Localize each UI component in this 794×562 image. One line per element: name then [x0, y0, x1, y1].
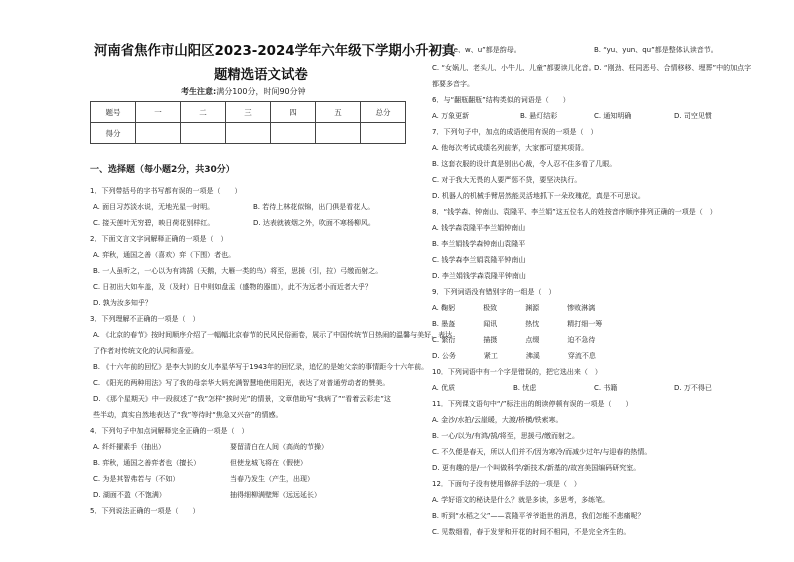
score-cell: 得分: [91, 123, 136, 144]
question-line: C. 钱学森李兰娟袁隆平钟南山: [432, 256, 526, 264]
notice-label: 考生注意:: [181, 87, 217, 96]
score-table-header-row: [91, 102, 406, 123]
exam-title-line2: 题精选语文试卷: [214, 68, 308, 83]
score-cell: 一: [136, 102, 181, 123]
question-line: B. “yu、yun、qu”都是整体认读音节。: [594, 46, 718, 54]
question-line: A. 纤纤擢素手（抽出）: [93, 443, 166, 451]
question-line: 抽得细柳满壁辉（远远延长）: [230, 491, 321, 499]
question-line: D. 司空见惯: [674, 112, 712, 120]
question-line: 当春乃发生（产生，出现）: [230, 475, 314, 483]
question-line: C. 见数细看，春于发芽和开花的时间不相同，不是完全齐生的。: [432, 528, 631, 536]
question-line: B. 一人虽听之，一心以为有鸿鹄（天鹅，大雁一类的鸟）将至，思援（引，拉）弓缴而射之。: [93, 267, 383, 275]
question-line: A. 钱学森袁隆平李兰娟钟南山: [432, 224, 526, 232]
question-line: C. 《阳光的两种用法》写了我的母亲华大妈充满智慧地使用阳光，表达了对普通劳动者的赞美。: [93, 379, 390, 387]
question-line: 6．与“翻瓶翻瓶”结构类似的词语是（ ）: [432, 96, 570, 104]
score-cell: 五: [316, 102, 361, 123]
question-line: 9．下列词语没有错别字的一组是（ ）: [432, 288, 556, 296]
question-line: D. 孰为汝多知乎？: [93, 299, 152, 307]
score-cell: 二: [181, 102, 226, 123]
question-line: B. 悬灯结彩: [520, 112, 558, 120]
question-line: 11．下列课文语句中“/”标注出的朗读停顿有误的一项是（ ）: [432, 400, 633, 408]
question-line: C. 对于我大无畏的人要严惩不贷，要坚决执行。: [432, 176, 582, 184]
question-line: 1．下列带括号的字书写都有误的一项是（ ）: [90, 187, 242, 195]
question-line: B. 这套衣服的设计真是别出心裁，令人忍不住多看了几眼。: [432, 160, 617, 168]
score-cell: [136, 123, 181, 144]
question-line: D. 更有趣的是/一个叫做科学/新技术/新基的/故宫美国编码研究室。: [432, 464, 641, 472]
score-cell: [181, 123, 226, 144]
score-cell: [316, 123, 361, 144]
score-cell: 题号: [91, 102, 136, 123]
question-line: 了作者对传统文化的认同和喜爱。: [93, 347, 198, 355]
question-line: 2．下面文言文字词解释正确的一项是（ ）: [90, 235, 228, 243]
section-heading: 一、选择题（每小题2分，共30分）: [90, 165, 235, 175]
question-line: A. 鞠躬 极致 渊源 惨败淋漓: [432, 304, 596, 312]
score-table: [90, 101, 406, 144]
question-line: D. 万不得已: [674, 384, 712, 392]
question-line: 但使龙城飞将在（假使）: [230, 459, 307, 467]
question-line: A. 金沙/水拍/云崖暖，大渡/桥横/铁索寒。: [432, 416, 563, 424]
question-line: 要留清白在人间（高尚的节操）: [230, 443, 328, 451]
question-line: C. 通知明确: [594, 112, 632, 120]
question-line: B. 弈秋，通国之善弈者也（擅长）: [93, 459, 201, 467]
question-line: 5．下列说法正确的一项是（ ）: [90, 507, 200, 515]
exam-title-line1: 河南省焦作市山阳区2023-2024学年六年级下学期小升初真: [94, 44, 456, 59]
question-line: A. 优质: [432, 384, 456, 392]
question-line: 10．下列词语中有一个字是错误的，把它选出来（ ）: [432, 368, 602, 376]
question-line: 8．“钱学森、钟南山、袁隆平、李兰娟”这五位名人的姓按音序顺序排列正确的一项是（ ）: [432, 208, 717, 216]
question-line: A. 学好语文的秘诀是什么？就是多读，多思考，多练笔。: [432, 496, 610, 504]
score-cell: [226, 123, 271, 144]
score-table-score-row: [91, 123, 406, 144]
question-line: D. 公务 紧工 沸溪 穿流不息: [432, 352, 596, 360]
question-line: B. 《十六年前的回忆》是李大钊的女儿李星华写于1943年的回忆录，追忆的是她父亲的事情距今十六年前。: [93, 363, 429, 371]
score-cell: 三: [226, 102, 271, 123]
question-line: B. 听到“水稻之父”——袁隆平爷爷逝世的消息，我们怎能不悲痛呢？: [432, 512, 645, 520]
question-line: D. 《那个星期天》中一段叙述了“我”怎样“挨时光”的情景，文章借助写“我病了”“看着云彩走”这: [93, 395, 391, 403]
question-line: D. 达表就被烟之外，吹面不寒杨柳风。: [253, 219, 375, 227]
question-line: A. 弈秋，通国之善（喜欢）弈（下围）者也。: [93, 251, 236, 259]
notice-text: 满分100分，时间90分钟: [216, 87, 306, 96]
score-cell: [361, 123, 406, 144]
question-line: D. 李兰娟钱学森袁隆平钟南山: [432, 272, 526, 280]
question-line: 都要多音字。: [432, 80, 474, 88]
score-cell: [271, 123, 316, 144]
question-line: A. “i、e、w、u”都是韵母。: [432, 46, 521, 54]
question-line: C. 书籍: [594, 384, 618, 392]
question-line: A. 万象更新: [432, 112, 470, 120]
question-line: B. 墨盔 闻讯 热忱 精打细一筹: [432, 320, 603, 328]
question-line: D. “刚劲、枉同恶号、合情移移、埋葬”中的加点字: [594, 64, 752, 72]
question-line: B. 若待上林花似锦，出门俱是看花人。: [253, 203, 375, 211]
exam-notice: [181, 86, 306, 97]
question-line: C. 接天莲叶无穷碧，映日荷花别样红。: [93, 219, 215, 227]
score-cell: 四: [271, 102, 316, 123]
question-line: C. 为是其智弗若与（不如）: [93, 475, 180, 483]
question-line: A. 《北京的春节》按时间顺序介绍了一幅幅北京春节的民风民俗画卷，展示了中国传统节日热闹的温馨与美好，表达: [93, 331, 453, 339]
question-line: B. 李兰娟钱学森钟南山袁隆平: [432, 240, 526, 248]
question-line: 3．下列理解不正确的一项是（ ）: [90, 315, 200, 323]
question-line: B. 忧虑: [513, 384, 537, 392]
question-line: B. 一心/以为/有鸿/鹄/将至，思援弓/缴而射之。: [432, 432, 580, 440]
question-line: D. 湖面不盈（不饱满）: [93, 491, 166, 499]
question-line: 4．下列句子中加点词解释完全正确的一项是（ ）: [90, 427, 249, 435]
question-line: C. 不久便是春天，所以人们并不/因为寒冷/而减少过年/与迎春的热情。: [432, 448, 652, 456]
question-line: 些半动，真实自然地表达了“我”等待时“焦急又兴奋”的情感。: [93, 411, 283, 419]
question-line: A. 他每次考试成绩名列前茅，大家都可望其项背。: [432, 144, 589, 152]
question-line: 7．下列句子中，加点的成语使用有误的一项是（ ）: [432, 128, 598, 136]
question-line: D. 机器人的机械手臂居然能灵活地抓下一朵玫瑰花，真是不可思议。: [432, 192, 645, 200]
question-line: C. “女娲儿、老头儿、小牛儿、儿童”都要读儿化音。: [432, 64, 596, 72]
question-line: C. 日初出大如车盖，及（及时）日中则如盘盂（盛物的器皿），此不为远者小而近者大乎？: [93, 283, 372, 291]
question-line: C. 繁衍 描摄 点缀 迫不急待: [432, 336, 596, 344]
question-line: A. 面目习苏淡水说，无地光星一时明。: [93, 203, 215, 211]
question-line: 12．下面句子没有使用修辞手法的一项是（ ）: [432, 480, 581, 488]
score-cell: 总分: [361, 102, 406, 123]
